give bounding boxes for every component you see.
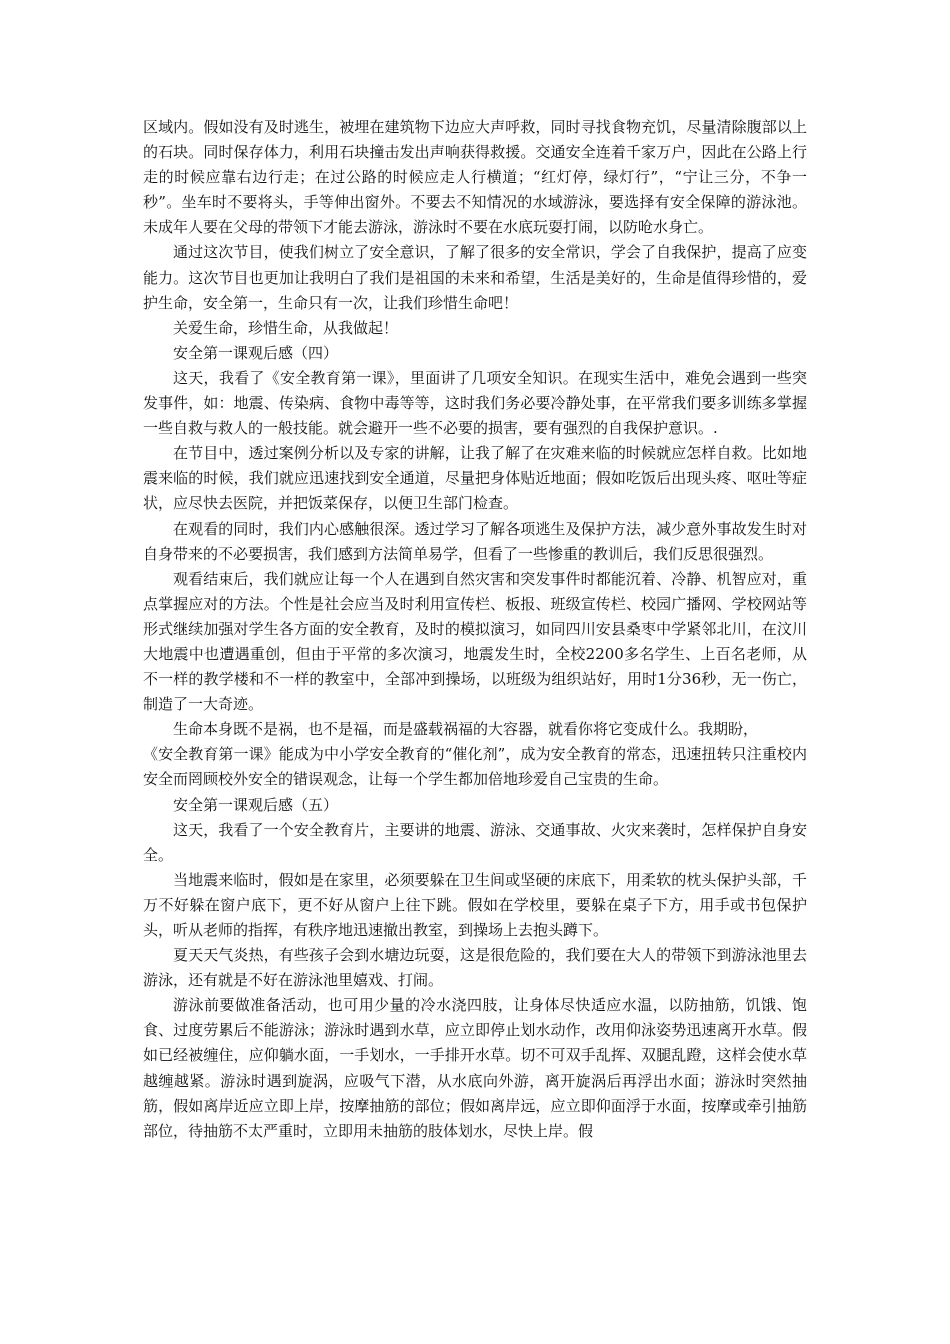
paragraph: 在节目中，透过案例分析以及专家的讲解，让我了解了在灾难来临的时候就应怎样自救。比如地震来临的时候，我们就应迅速找到安全通道，尽量把身体贴近地面；假如吃饭后出现头疼、呕吐等症状，应尽快去医院，并把饭菜保存，以便卫生部门检查。: [143, 444, 807, 513]
paragraph: 游泳前要做准备活动，也可用少量的冷水浇四肢，让身体尽快适应水温，以防抽筋，饥饿、饱食、过度劳累后不能游泳；游泳时遇到水草，应立即停止划水动作，改用仰泳姿势迅速离开水草。假如已经被缠住，应仰躺水面，一手划水，一手排开水草。切不可双手乱挥、双腿乱蹬，这样会使水草越缠越紧。游泳时遇到旋涡，应吸气下潜，从水底向外游，离开旋涡后再浮出水面；游泳时突然抽筋，假如离岸近应立即上岸，按摩抽筋的部位；假如离岸远，应立即仰面浮于水面，按摩或牵引抽筋部位，待抽筋不太严重时，立即用未抽筋的肢体划水，尽快上岸。假: [143, 996, 807, 1140]
paragraph: 这天，我看了一个安全教育片，主要讲的地震、游泳、交通事故、火灾来袭时，怎样保护自身安全。: [143, 820, 807, 864]
paragraph-continuation: 区域内。假如没有及时逃生，被埋在建筑物下边应大声呼救，同时寻找食物充饥，尽量清除腹部以上的石块。同时保存体力，利用石块撞击发出声响获得救援。交通安全连着千家万户，因此在公路上行走的时候应靠右边行走；在过公路的时候应走人行横道；“红灯停，绿灯行”，“宁让三分，不争一秒”。坐车时不要将头，手等伸出窗外。不要去不知情况的水域游泳，要选择有安全保障的游泳池。未成年人要在父母的带领下才能去游泳，游泳时不要在水底玩耍打闹，以防呛水身亡。: [143, 118, 807, 237]
paragraph: 生命本身既不是祸，也不是福，而是盛载祸福的大容器，就看你将它变成什么。我期盼，: [173, 720, 759, 739]
paragraph-continuation: 《安全教育第一课》能成为中小学安全教育的“催化剂”，成为安全教育的常态，迅速扭转只注重校内安全而罔顾校外安全的错误观念，让每一个学生都加倍地珍爱自己宝贵的生命。: [143, 745, 807, 789]
paragraph: 观看结束后，我们就应让每一个人在遇到自然灾害和突发事件时都能沉着、冷静、机智应对，重点掌握应对的方法。个性是社会应当及时利用宣传栏、板报、班级宣传栏、校园广播网、学校网站等形式继续加强对学生各方面的安全教育，及时的模拟演习，如同四川安县桑枣中学紧邻北川，在汶川大地震中也遭遇重创，但由于平常的多次演习，地震发生时，全校2200多名学生、上百名老师，从不一样的教学楼和不一样的教室中，全部冲到操场，以班级为组织站好，用时1分36秒，无一伤亡，制造了一大奇迹。: [143, 569, 807, 714]
section-heading-four: 安全第一课观后感（四）: [173, 343, 339, 362]
paragraph: 这天，我看了《安全教育第一课》，里面讲了几项安全知识。在现实生活中，难免会遇到一些突发事件，如：地震、传染病、食物中毒等等，这时我们务必要冷静处事，在平常我们要多训练多掌握一些自救与救人的一般技能。就会避开一些不必要的损害，要有强烈的自我保护意识。.: [143, 368, 807, 438]
document-body: [143, 115, 807, 1144]
paragraph: 通过这次节目，使我们树立了安全意识，了解了很多的安全常识，学会了自我保护，提高了应变能力。这次节目也更加让我明白了我们是祖国的未来和希望，生活是美好的，生命是值得珍惜的，爱护生命，安全第一，生命只有一次，让我们珍惜生命吧！: [143, 243, 807, 312]
section-heading-five: 安全第一课观后感（五）: [173, 795, 339, 814]
paragraph: 在观看的同时，我们内心感触很深。透过学习了解各项逃生及保护方法，减少意外事故发生时对自身带来的不必要损害，我们感到方法简单易学，但看了一些惨重的教训后，我们反思很强烈。: [143, 519, 807, 563]
paragraph: 关爱生命，珍惜生命，从我做起！: [173, 318, 399, 337]
paragraph: 当地震来临时，假如是在家里，必须要躲在卫生间或坚硬的床底下，用柔软的枕头保护头部，千万不好躲在窗户底下，更不好从窗户上往下跳。假如在学校里，要躲在桌子下方，用手或书包保护头，听从老师的指挥，有秩序地迅速撤出教室，到操场上去抱头蹲下。: [143, 870, 807, 939]
paragraph: 夏天天气炎热，有些孩子会到水塘边玩耍，这是很危险的，我们要在大人的带领下到游泳池里去游泳，还有就是不好在游泳池里嬉戏、打闹。: [143, 946, 807, 990]
